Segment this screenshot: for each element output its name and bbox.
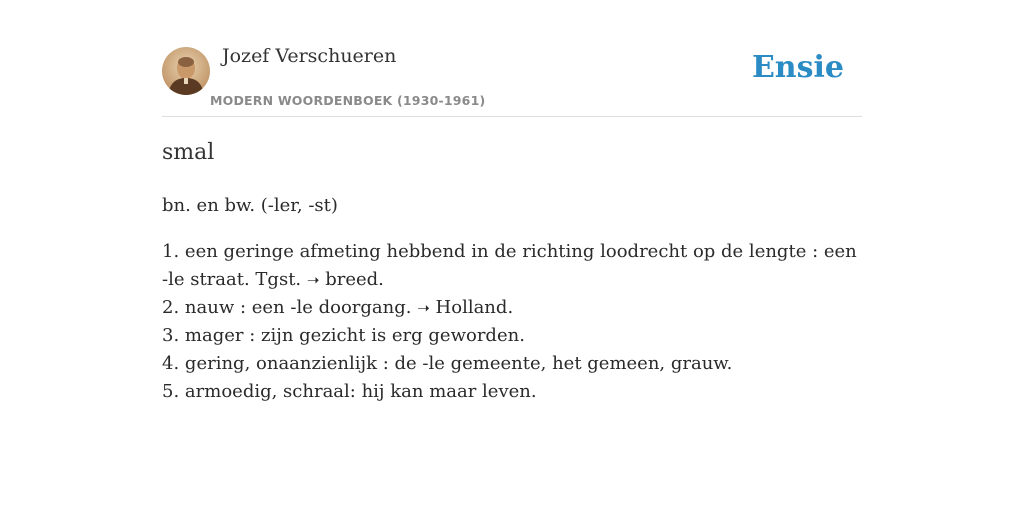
grammar-info: bn. en bw. (-ler, -st) (162, 195, 338, 216)
definition-item (162, 294, 862, 322)
headword: smal (162, 140, 215, 165)
definition-item (162, 238, 862, 294)
portrait-icon (162, 47, 210, 95)
definition-item (162, 322, 862, 350)
arrow-icon: ➝ (417, 299, 430, 317)
definition-number: 1. (162, 241, 180, 262)
entry-body (162, 192, 862, 406)
definition-end: . (378, 269, 384, 290)
header (162, 0, 862, 117)
definition-text: mager : zijn gezicht is erg geworden. (184, 325, 525, 346)
definition-text: een geringe afmeting hebbend in de richting loodrecht op de lengte : een -le straat. Tgst. (162, 241, 857, 290)
cross-reference-link[interactable]: breed (325, 269, 379, 290)
definition-number: 5. (162, 381, 180, 402)
definition-item (162, 378, 862, 406)
definition-list (162, 238, 862, 406)
dictionary-source[interactable]: MODERN WOORDENBOEK (1930-1961) (210, 93, 486, 108)
definition-number: 4. (162, 353, 180, 374)
author-name[interactable]: Jozef Verschueren (222, 45, 397, 67)
definition-text: gering, onaanzienlijk : de -le gemeente, het gemeen, grauw. (184, 353, 733, 374)
cross-reference-link[interactable]: Holland (435, 297, 508, 318)
definition-text: armoedig, schraal: hij kan maar leven. (184, 381, 537, 402)
arrow-icon: ➝ (306, 271, 320, 289)
definition-end: . (507, 297, 514, 318)
definition-item (162, 350, 862, 378)
definition-number: 2. (162, 297, 180, 318)
author-avatar[interactable] (162, 47, 210, 95)
definition-text: nauw : een -le doorgang. (184, 297, 412, 318)
definition-number: 3. (162, 325, 180, 346)
ensie-logo[interactable]: Ensie (751, 50, 844, 85)
